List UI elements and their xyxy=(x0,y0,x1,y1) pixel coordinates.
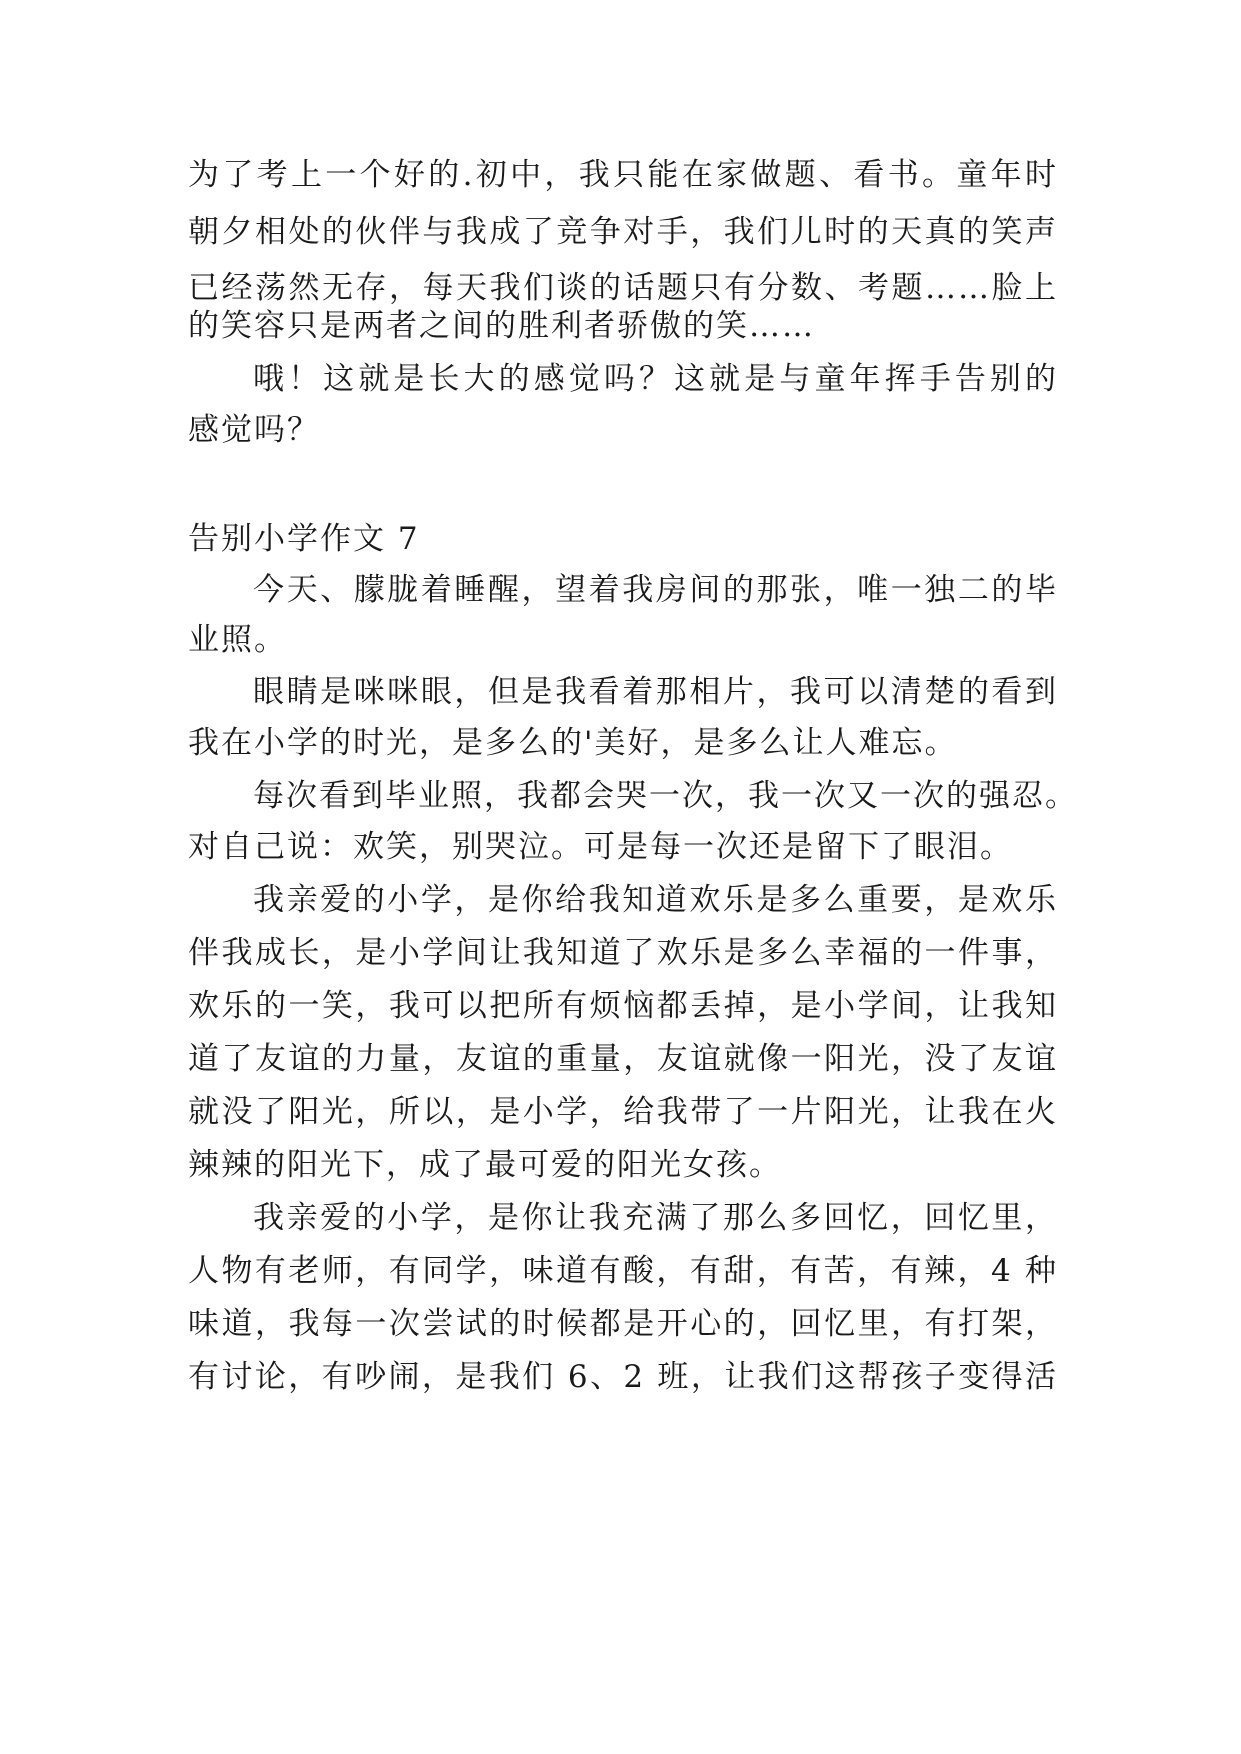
text-line: 欢乐的一笑，我可以把所有烦恼都丢掉，是小学间，让我知 xyxy=(188,988,1058,1024)
paragraph-start-line: 我亲爱的小学，是你让我充满了那么多回忆，回忆里， xyxy=(253,1200,1058,1236)
text-line: 味道，我每一次尝试的时候都是开心的，回忆里，有打架， xyxy=(188,1306,1058,1342)
text-line: 人物有老师，有同学，味道有酸，有甜，有苦，有辣，4 种 xyxy=(188,1253,1058,1289)
text-line: 已经荡然无存，每天我们谈的话题只有分数、考题……脸上 xyxy=(188,270,1058,306)
text-line: 业照。 xyxy=(188,622,287,658)
text-line: 我在小学的时光，是多么的'美好，是多么让人难忘。 xyxy=(188,725,958,761)
text-line: 伴我成长，是小学间让我知道了欢乐是多么幸福的一件事， xyxy=(188,935,1058,971)
text-line: 感觉吗？ xyxy=(188,412,320,448)
text-line: 辣辣的阳光下，成了最可爱的阳光女孩。 xyxy=(188,1147,782,1183)
paragraph-start-line: 每次看到毕业照，我都会哭一次，我一次又一次的强忍。 xyxy=(253,778,1078,814)
text-line: 的笑容只是两者之间的胜利者骄傲的笑…… xyxy=(188,308,815,344)
text-line: 有讨论，有吵闹，是我们 6、2 班，让我们这帮孩子变得活 xyxy=(188,1359,1058,1395)
section-title: 告别小学作文 7 xyxy=(188,521,420,557)
text-line: 就没了阳光，所以，是小学，给我带了一片阳光，让我在火 xyxy=(188,1094,1058,1130)
paragraph-start-line: 我亲爱的小学，是你给我知道欢乐是多么重要，是欢乐 xyxy=(253,882,1058,918)
text-line: 朝夕相处的伙伴与我成了竞争对手，我们儿时的天真的笑声 xyxy=(188,214,1058,250)
text-line: 道了友谊的力量，友谊的重量，友谊就像一阳光，没了友谊 xyxy=(188,1041,1058,1077)
paragraph-start-line: 今天、朦胧着睡醒，望着我房间的那张，唯一独二的毕 xyxy=(253,572,1058,608)
paragraph-start-line: 眼睛是咪咪眼，但是我看着那相片，我可以清楚的看到 xyxy=(253,674,1058,710)
text-line: 为了考上一个好的.初中，我只能在家做题、看书。童年时 xyxy=(188,157,1058,193)
paragraph-start-line: 哦！这就是长大的感觉吗？这就是与童年挥手告别的 xyxy=(253,361,1058,397)
text-line: 对自己说：欢笑，别哭泣。可是每一次还是留下了眼泪。 xyxy=(188,829,1013,865)
